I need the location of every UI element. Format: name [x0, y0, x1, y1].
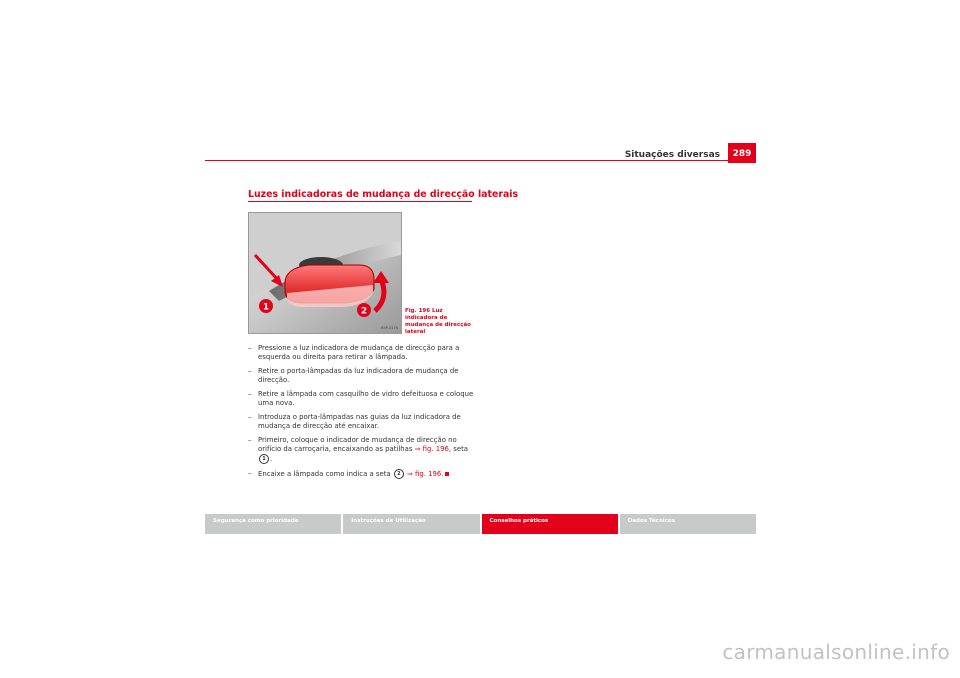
figure-reference-link[interactable]: ⇒ fig. 196 — [414, 445, 449, 453]
instruction-item — [248, 436, 474, 464]
figure-illustration — [249, 213, 401, 333]
header-divider — [205, 160, 756, 161]
figure-caption: Fig. 196 Luz indicadora de mudança de direcção lateral — [405, 308, 471, 335]
instruction-item — [248, 344, 474, 362]
list-dash: – — [248, 436, 252, 444]
arrow-1-ref-badge: 1 — [259, 454, 269, 464]
instruction-text: Primeiro, coloque o indicador de mudança de direcção no orifício da carroçaria, encaixando as patilhas — [258, 436, 457, 453]
footer-tab-safety[interactable]: Segurança como prioridade — [205, 514, 341, 534]
arrow-2-ref-badge: 2 — [394, 469, 404, 479]
instruction-text: Pressione a luz indicadora de mudança de direcção para a esquerda ou direita para retirar a lâmpada. — [258, 344, 460, 361]
list-dash: – — [248, 367, 252, 375]
callout-2-label: 2 — [360, 306, 368, 317]
instruction-text: Encaixe a lâmpada como indica a seta — [258, 470, 393, 478]
figure-side-indicator — [248, 212, 402, 334]
section-divider — [248, 201, 472, 202]
callout-1-label: 1 — [262, 302, 270, 313]
running-header-title: Situações diversas — [624, 150, 720, 160]
instruction-text-end: . — [441, 470, 444, 478]
instruction-text-mid: , seta — [448, 445, 469, 453]
page-number: 289 — [728, 143, 756, 163]
instruction-text: Retire o porta-lâmpadas da luz indicadora de mudança de direcção. — [258, 367, 459, 384]
instruction-item — [248, 413, 474, 431]
instruction-text: Retire a lâmpada com casquilho de vidro defeituosa e coloque uma nova. — [258, 390, 474, 407]
instruction-text: Introduza o porta-lâmpadas nas guias da luz indicadora de mudança de direcção até encaixar. — [258, 413, 461, 430]
instruction-item — [248, 367, 474, 385]
section-title: Luzes indicadoras de mudança de direcção laterais — [248, 189, 519, 200]
figure-reference-link[interactable]: ⇒ fig. 196 — [404, 470, 442, 478]
list-dash: – — [248, 413, 252, 421]
footer-navigation — [205, 514, 756, 534]
instruction-item — [248, 469, 474, 479]
instruction-list — [248, 344, 474, 484]
instruction-text-end: . — [270, 455, 273, 463]
footer-tab-technical-data[interactable]: Dados Técnicos — [620, 514, 756, 534]
footer-tab-practical-tips[interactable]: Conselhos práticos — [482, 514, 618, 534]
end-of-section-marker — [445, 472, 449, 476]
list-dash: – — [248, 469, 252, 477]
watermark: carmanualsonline.info — [722, 640, 950, 664]
figure-code: B5P-0176 — [381, 326, 398, 330]
list-dash: – — [248, 344, 252, 352]
footer-tab-operation[interactable]: Instruções de Utilização — [343, 514, 479, 534]
list-dash: – — [248, 390, 252, 398]
instruction-item — [248, 390, 474, 408]
